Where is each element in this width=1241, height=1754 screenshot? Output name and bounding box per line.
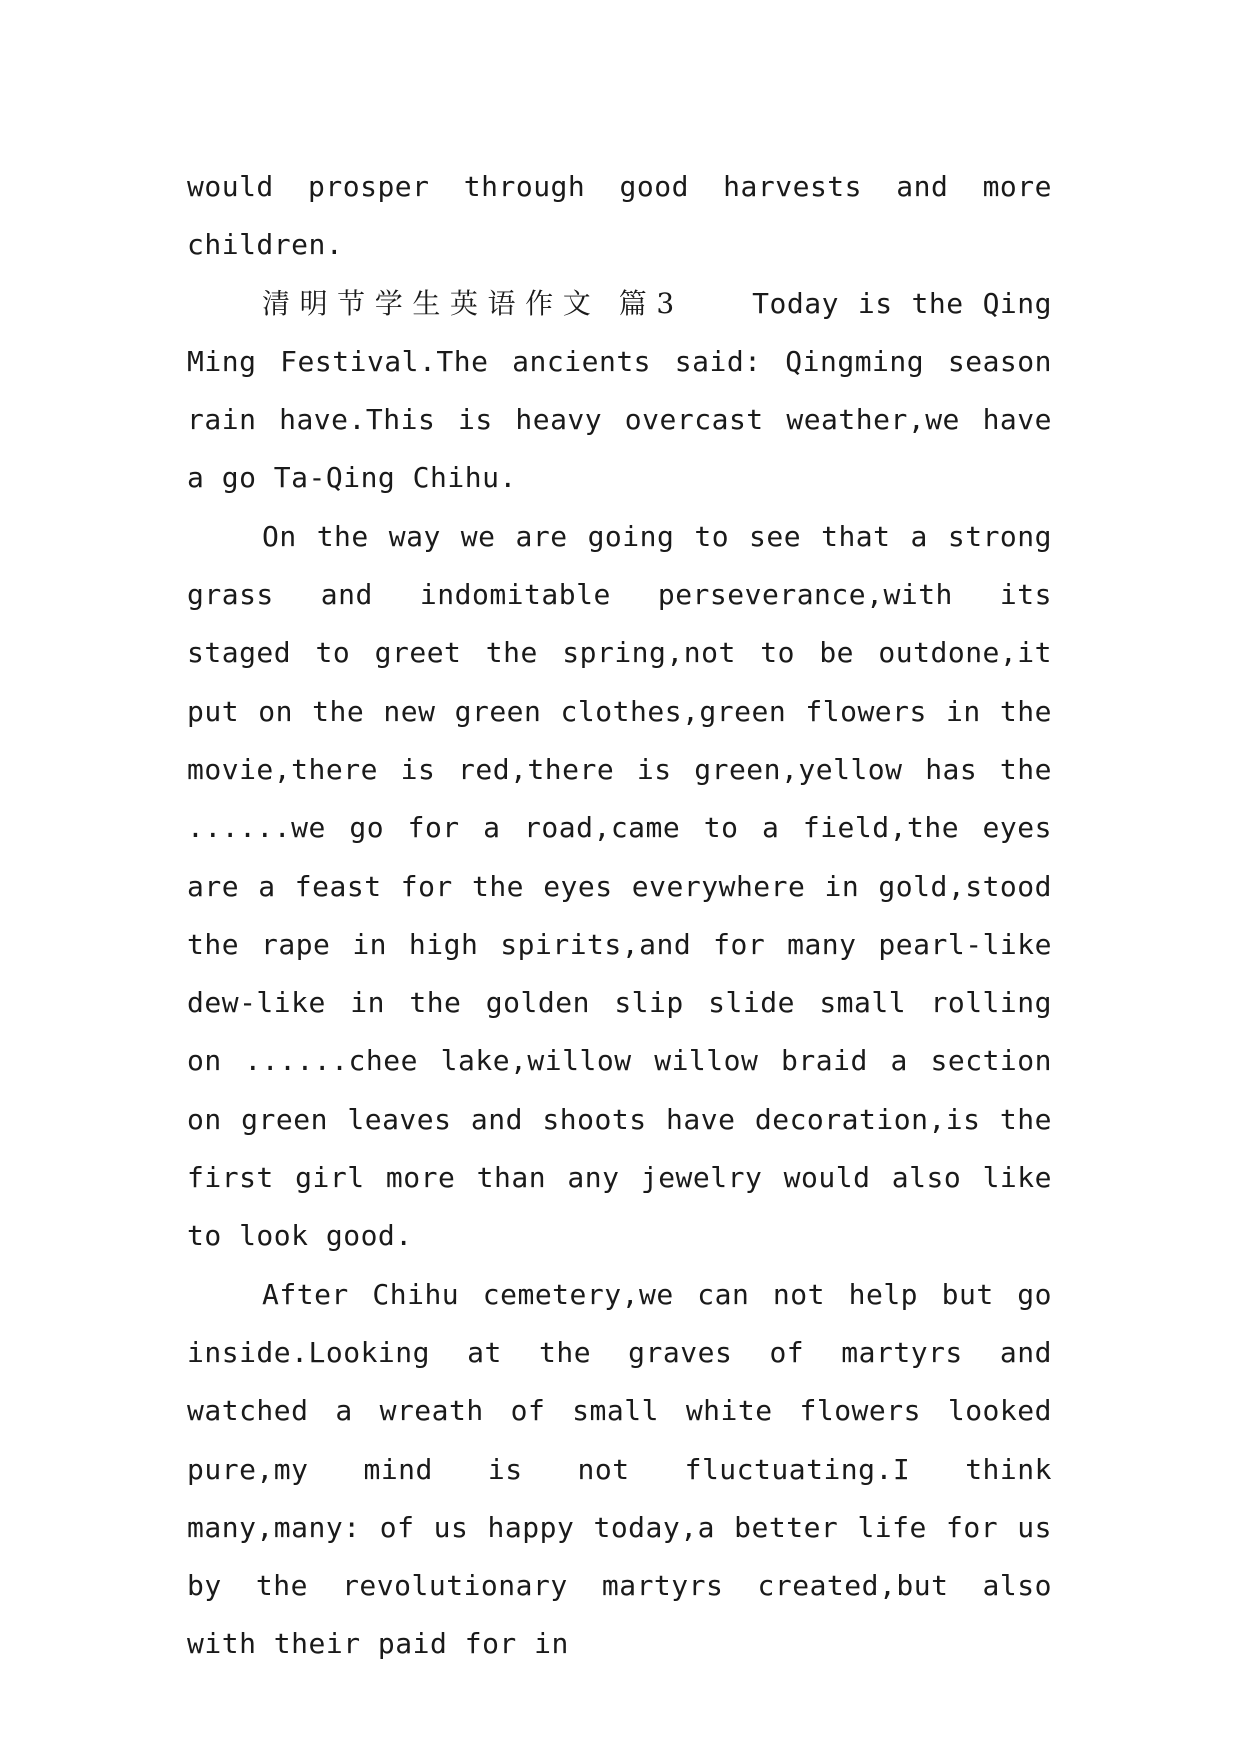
document-body bbox=[187, 158, 1052, 1674]
paragraph-text: Today is the Qing Ming Festival.The ancients said: Qingming season rain have.This is heavy overcast weather,we have a go Ta-Qing Chihu. bbox=[187, 286, 1053, 495]
paragraph-cemetery: After Chihu cemetery,we can not help but go inside.Looking at the graves of martyrs and watched a wreath of small white flowers looked pure,my mind is not fluctuating.I think many,many: of us happy today,a better life for us by the revolutionary martyrs created,but also with their paid for in bbox=[187, 1277, 1052, 1661]
paragraph-essay-3-intro bbox=[187, 275, 1052, 508]
paragraph-continuation: would prosper through good harvests and more children. bbox=[187, 170, 1052, 262]
section-heading: 清明节学生英语作文 篇3 bbox=[262, 286, 683, 320]
paragraph-on-the-way: On the way we are going to see that a strong grass and indomitable perseverance,with its staged to greet the spring,not to be outdone,it put on the new green clothes,green flowers in the movie,there is red,there is green,yellow has the ......we go for a road,came to a field,the eyes are a feast for the eyes everywhere in gold,stood the rape in high spirits,and for many pearl-like dew-like in the golden slip slide small rolling on ......chee lake,willow willow braid a section on green leaves and shoots have decoration,is the first girl more than any jewelry would also like to look good. bbox=[187, 519, 1052, 1253]
